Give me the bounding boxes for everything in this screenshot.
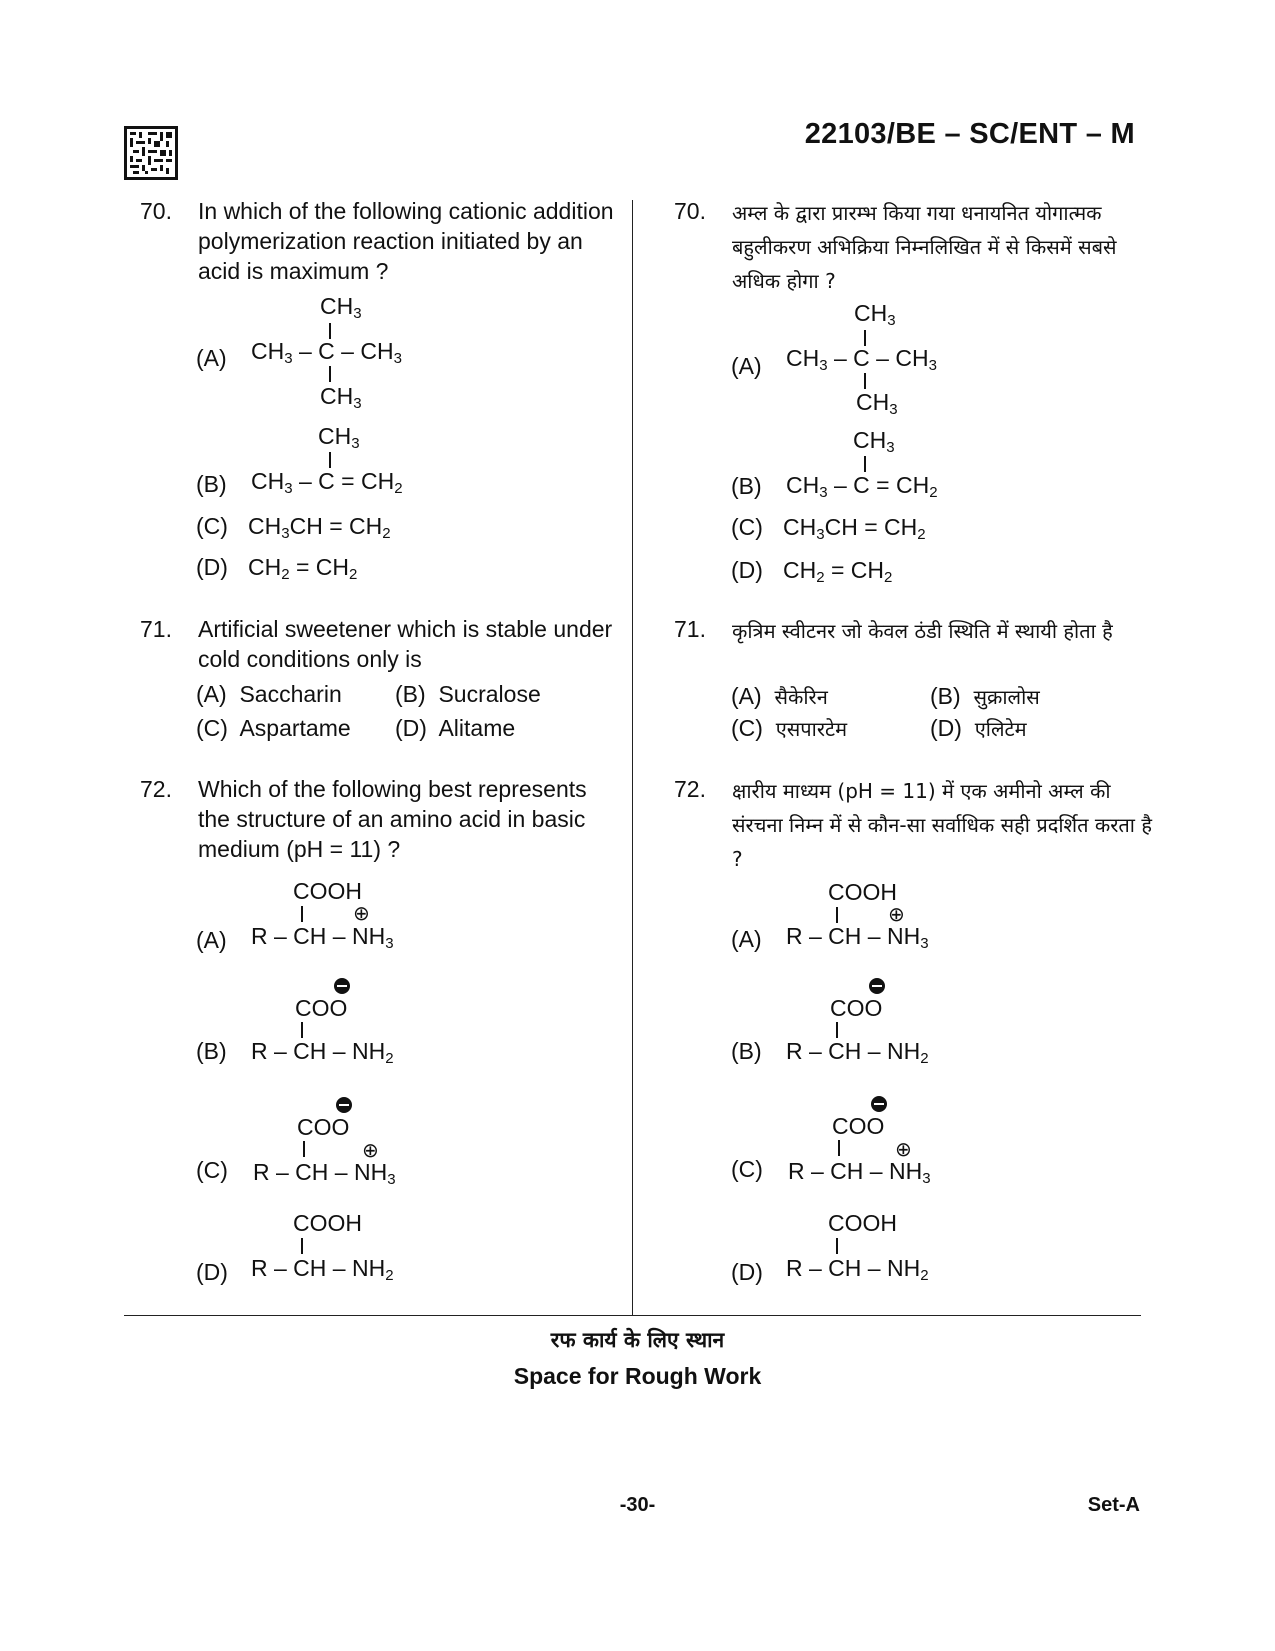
formula-main: R – CH – $NH_3$ <box>788 1158 931 1187</box>
q71-en-option-c: (C) Aspartame <box>196 715 351 741</box>
minus-charge <box>869 978 885 994</box>
plus-charge: ⊕ <box>362 1140 379 1162</box>
formula-top: COOH <box>293 878 362 904</box>
plus-charge: ⊕ <box>353 903 370 925</box>
option-label: (B) <box>731 473 762 499</box>
formula-main: $CH_3 - C = CH_2$ <box>251 468 403 497</box>
exam-code: 22103/BE – SC/ENT – M <box>804 118 1135 150</box>
formula-top: $CH_3$ <box>854 300 896 329</box>
formula-bottom: $CH_3$ <box>856 389 898 418</box>
option-label: (C) <box>196 1157 228 1183</box>
bond-line <box>836 907 838 923</box>
formula: $CH_2 = CH_2$ <box>783 557 893 586</box>
bond-line <box>838 1140 840 1156</box>
minus-charge <box>336 1097 352 1113</box>
bond-line <box>836 1238 838 1254</box>
option-label: (A) <box>196 927 227 953</box>
formula-main: $CH_3 - C = CH_2$ <box>786 472 938 501</box>
minus-charge <box>871 1096 887 1112</box>
formula-main: R – CH – $NH_3$ <box>786 923 929 952</box>
formula-top: COOH <box>828 1210 897 1236</box>
formula-main: $CH_3$ – C – $CH_3$ <box>251 338 402 367</box>
formula-main: R – CH – $NH_2$ <box>786 1038 929 1067</box>
set-label: Set-A <box>1087 1494 1140 1516</box>
question-text: In which of the following cationic addition polymerization reaction initiated by an acid is maximum ? <box>198 198 614 284</box>
question-number: 72. <box>140 776 172 802</box>
formula: $CH_3CH = CH_2$ <box>248 513 391 542</box>
formula-top: COO <box>295 995 348 1021</box>
formula-top: $CH_3$ <box>320 293 362 322</box>
option-label: (A) <box>731 926 762 952</box>
formula-top: COO <box>297 1114 350 1140</box>
option-label: (A) <box>731 353 762 379</box>
plus-charge: ⊕ <box>888 904 905 926</box>
formula-top: COO <box>832 1113 885 1139</box>
formula-top: $CH_3$ <box>318 423 360 452</box>
question-number: 71. <box>674 616 706 642</box>
bond-line <box>329 452 331 468</box>
q71-hi-option-d: (D) एलिटेम <box>930 715 1027 741</box>
option-label: (B) <box>731 1038 762 1064</box>
bond-line <box>864 456 866 472</box>
bond-line <box>301 1238 303 1254</box>
bond-line <box>301 1022 303 1038</box>
option-label: (B) <box>196 471 227 497</box>
plus-charge: ⊕ <box>895 1139 912 1161</box>
question-text: अम्ल के द्वारा प्रारम्भ किया गया धनायनित योगात्मक बहुलीकरण अभिक्रिया निम्नलिखित में से किसमें सबसे अधिक होगा ? <box>732 201 1117 293</box>
option-label: (C) <box>196 513 228 539</box>
qr-code-icon <box>124 126 178 180</box>
formula-top: COOH <box>828 879 897 905</box>
formula-bottom: $CH_3$ <box>320 383 362 412</box>
option-label: (D) <box>731 557 763 583</box>
q71-en-option-d: (D) Alitame <box>395 715 516 741</box>
option-label: (D) <box>196 554 228 580</box>
q71-hi-option-b: (B) सुक्रालोस <box>930 683 1040 709</box>
question-number: 70. <box>140 198 172 224</box>
option-label: (C) <box>731 514 763 540</box>
q71-hi-option-c: (C) एसपारटेम <box>731 715 848 741</box>
option-label: (C) <box>731 1156 763 1182</box>
formula-main: R – CH – $NH_2$ <box>251 1038 394 1067</box>
formula: $CH_3CH = CH_2$ <box>783 514 926 543</box>
bond-line <box>301 906 303 922</box>
formula: $CH_2 = CH_2$ <box>248 554 358 583</box>
column-divider <box>632 200 633 1315</box>
question-text: क्षारीय माध्यम (pH = 11) में एक अमीनो अम्ल की संरचना निम्न में से कौन-सा सर्वाधिक सही प्रदर्शित करता है ? <box>732 779 1152 871</box>
page-number: -30- <box>619 1494 656 1516</box>
rough-work-label-hindi: रफ कार्य के लिए स्थान <box>550 1328 725 1352</box>
q71-en-option-a: (A) Saccharin <box>196 681 342 707</box>
option-label: (D) <box>196 1259 228 1285</box>
question-text: कृत्रिम स्वीटनर जो केवल ठंडी स्थिति में स्थायी होता है <box>732 619 1113 643</box>
formula-main: R – CH – $NH_2$ <box>786 1255 929 1284</box>
question-number: 71. <box>140 616 172 642</box>
formula-main: R – CH – $NH_3$ <box>251 923 394 952</box>
formula-main: $CH_3$ – C – $CH_3$ <box>786 345 937 374</box>
bond-line <box>303 1141 305 1157</box>
q71-hi-option-a: (A) सैकेरिन <box>731 683 828 709</box>
option-label: (D) <box>731 1259 763 1285</box>
bond-line <box>836 1022 838 1038</box>
formula-main: R – CH – $NH_2$ <box>251 1255 394 1284</box>
formula-top: $CH_3$ <box>853 427 895 456</box>
question-text: Artificial sweetener which is stable under cold conditions only is <box>198 616 613 672</box>
question-text: Which of the following best represents the structure of an amino acid in basic medium (pH = 11) ? <box>198 776 587 862</box>
horizontal-rule <box>124 1315 1141 1316</box>
formula-top: COOH <box>293 1210 362 1236</box>
rough-work-label: Space for Rough Work <box>513 1363 762 1389</box>
question-number: 70. <box>674 198 706 224</box>
formula-top: COO <box>830 995 883 1021</box>
bond-line <box>864 373 866 389</box>
bond-line <box>329 366 331 382</box>
option-label: (B) <box>196 1038 227 1064</box>
q71-en-option-b: (B) Sucralose <box>395 681 541 707</box>
option-label: (A) <box>196 345 227 371</box>
question-number: 72. <box>674 776 706 802</box>
minus-charge <box>334 978 350 994</box>
formula-main: R – CH – $NH_3$ <box>253 1159 396 1188</box>
